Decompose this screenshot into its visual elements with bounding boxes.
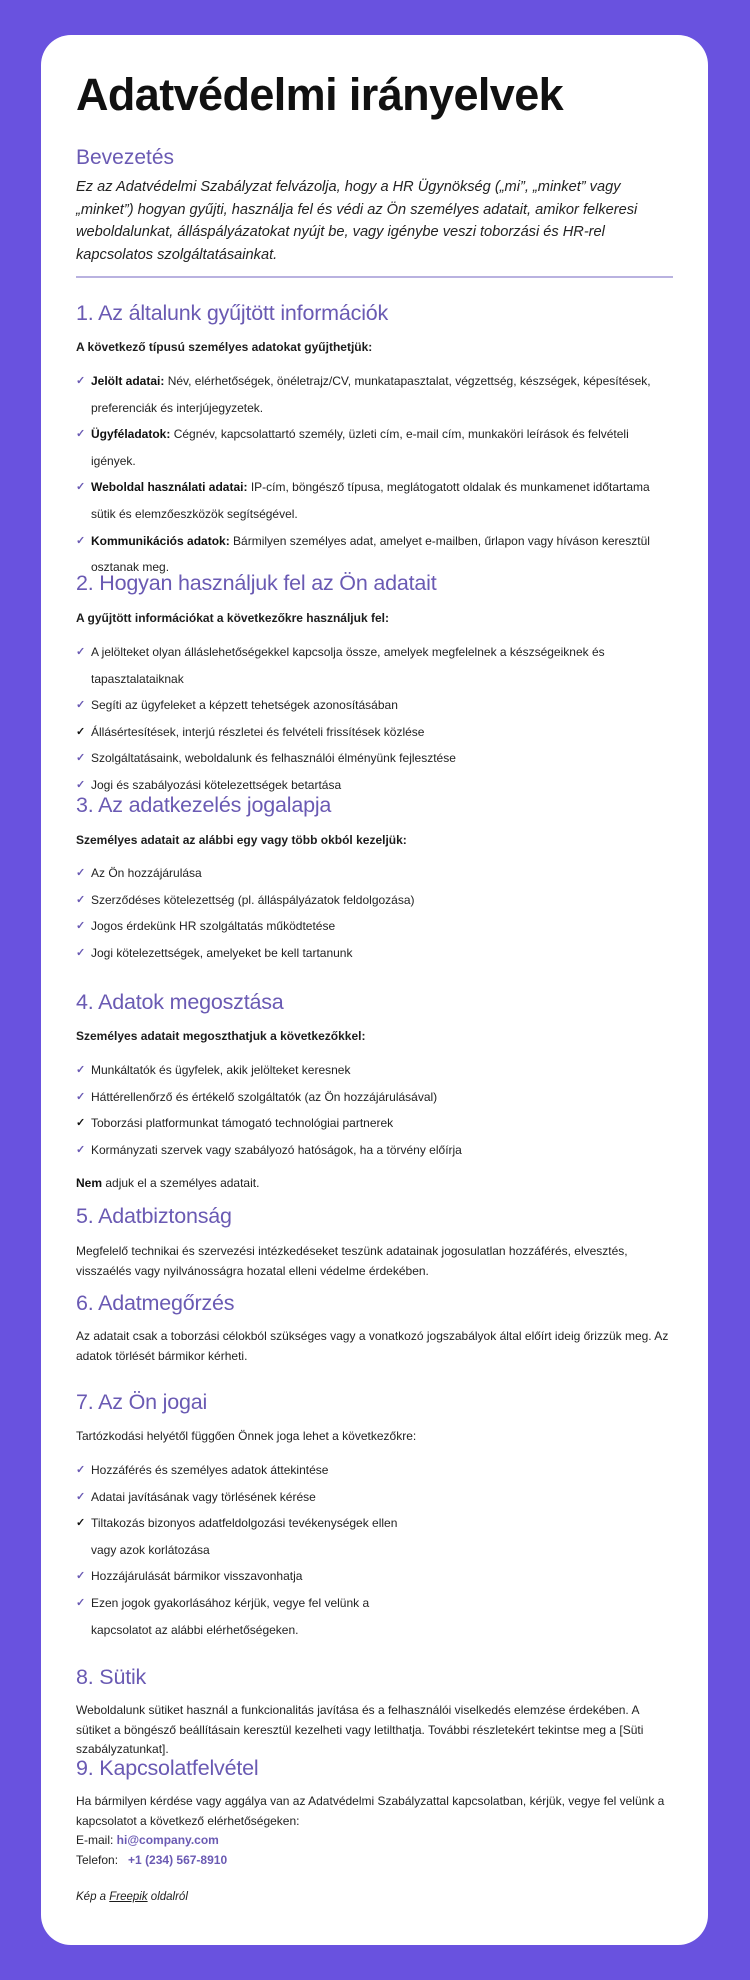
list-item (76, 421, 666, 474)
check-icon: ✓ (76, 725, 86, 738)
contact-block (76, 1792, 673, 1870)
check-icon: ✓ (76, 1596, 86, 1609)
list-item (76, 1563, 426, 1590)
note-bold: Nem (76, 1176, 103, 1190)
check-icon: ✓ (76, 752, 86, 765)
section-7-list (76, 1457, 426, 1643)
section-3-lead: Személyes adatait az alábbi egy vagy több okból kezeljük: (76, 833, 407, 847)
check-icon: ✓ (76, 699, 86, 712)
list-item (76, 1590, 426, 1643)
list-item (76, 1137, 673, 1164)
section-3-list (76, 860, 673, 966)
item-text: Jogi kötelezettségek, amelyeket be kell tartanunk (91, 945, 353, 960)
email-link[interactable]: hi@company.com (116, 1833, 219, 1847)
divider (76, 276, 673, 278)
check-icon: ✓ (76, 428, 86, 441)
list-item (76, 368, 666, 421)
check-icon: ✓ (76, 1490, 86, 1503)
item-label: Weboldal használati adatai: (91, 480, 248, 495)
section-2-lead: A gyűjtött információkat a következőkre használjuk fel: (76, 611, 389, 625)
contact-text: Ha bármilyen kérdése vagy aggálya van az Adatvédelmi Szabályzattal kapcsolatban, kérjük, vegye fel velünk a kapcsolatot a következő elérhetőségeken: (76, 1794, 665, 1828)
section-8-heading: 8. Sütik (76, 1665, 147, 1689)
check-icon: ✓ (76, 646, 86, 658)
list-item (76, 639, 686, 692)
item-text: Név, elérhetőségek, önéletrajz/CV, munkatapasztalat, végzettség, készségek, képesítések, preferenciák és interjújegyzetek. (91, 374, 651, 415)
section-8-text: Weboldalunk sütiket használ a funkcionalitás javítása és a felhasználói viselkedés elemzése érdekében. A sütiket a böngésző beállításain keresztül kezelheti vagy letilthatja. További részletekért tekintse meg a [Süti szabályzatunkat]. (76, 1703, 644, 1756)
section-7-lead: Tartózkodási helyétől függően Önnek joga lehet a következőkre: (76, 1429, 417, 1443)
item-text: Jogi és szabályozási kötelezettségek betartása (91, 777, 342, 792)
item-text: A jelölteket olyan álláslehetőségekkel kapcsolja össze, amelyek megfelelnek a készségeiknek és tapasztalataiknak (91, 645, 605, 686)
section-5-text: Megfelelő technikai és szervezési intézkedéseket teszünk adatainak jogosulatlan hozzáférés, elvesztés, visszaélés vagy nyilvánosságra hozatal elleni védelme érdekében. (76, 1244, 628, 1278)
email-label: E-mail: (76, 1833, 117, 1847)
section-5-heading: 5. Adatbiztonság (76, 1204, 232, 1228)
section-2-list (76, 639, 686, 799)
check-icon: ✓ (76, 867, 86, 879)
list-item (76, 940, 673, 967)
intro-heading: Bevezetés (76, 146, 175, 169)
item-text: IP-cím, böngésző típusa, meglátogatott oldalak és munkamenet időtartama sütik és elemzőeszközök segítségével. (91, 480, 650, 521)
check-icon: ✓ (76, 1570, 86, 1583)
item-text: Jogos érdekünk HR szolgáltatás működtetése (91, 919, 336, 934)
item-text: Munkáltatók és ügyfelek, akik jelölteket keresnek (91, 1063, 351, 1077)
item-text: Hozzájárulását bármikor visszavonhatja (91, 1569, 303, 1584)
item-text: Hozzáférés és személyes adatok áttekintése (91, 1463, 329, 1477)
section-1-lead: A következő típusú személyes adatokat gyűjthetjük: (76, 340, 373, 354)
check-icon: ✓ (76, 375, 86, 387)
item-text: Kormányzati szervek vagy szabályozó hatóságok, ha a törvény előírja (91, 1142, 462, 1157)
check-icon: ✓ (76, 893, 86, 906)
page-title: Adatvédelmi irányelvek (76, 69, 564, 120)
item-text: Adatai javításának vagy törlésének kérése (91, 1489, 316, 1504)
item-text: Tiltakozás bizonyos adatfeldolgozási tevékenységek ellen vagy azok korlátozása (91, 1516, 398, 1557)
check-icon: ✓ (76, 946, 86, 959)
check-icon: ✓ (76, 1464, 86, 1476)
list-item (76, 860, 673, 887)
list-item (76, 1484, 426, 1511)
credit-suffix: oldalról (147, 1891, 188, 1903)
item-label: Jelölt adatai: (91, 374, 165, 388)
item-text: Cégnév, kapcsolattartó személy, üzleti cím, e-mail cím, munkaköri leírások és felvételi igények. (91, 427, 629, 468)
check-icon: ✓ (76, 1517, 86, 1530)
list-item (76, 1110, 673, 1137)
section-4-heading: 4. Adatok megosztása (76, 990, 284, 1014)
check-icon: ✓ (76, 1117, 86, 1130)
item-text: Bármilyen személyes adat, amelyet e-mailben, űrlapon vagy híváson keresztül osztanak meg. (91, 533, 650, 575)
no-sale-note (76, 1174, 673, 1194)
list-item (76, 719, 686, 746)
item-label: Ügyféladatok: (91, 427, 171, 442)
phone-row (76, 1851, 673, 1871)
freepik-link[interactable]: Freepik (109, 1891, 148, 1903)
item-text: Szerződéses kötelezettség (pl. álláspályázatok feldolgozása) (91, 892, 415, 907)
item-text: Toborzási platformunkat támogató technológiai partnerek (91, 1116, 394, 1131)
note-text: adjuk el a személyes adatait. (102, 1176, 260, 1190)
section-1-list (76, 368, 666, 581)
section-9-heading: 9. Kapcsolatfelvétel (76, 1756, 259, 1780)
check-icon: ✓ (76, 1064, 86, 1076)
section-4-list (76, 1057, 673, 1163)
check-icon: ✓ (76, 534, 86, 547)
item-text: Állásértesítések, interjú részletei és felvételi frissítések közlése (91, 724, 425, 739)
section-2-heading: 2. Hogyan használjuk fel az Ön adatait (76, 571, 437, 595)
item-text: Az Ön hozzájárulása (91, 866, 202, 880)
section-6-heading: 6. Adatmegőrzés (76, 1291, 235, 1315)
item-text: Segíti az ügyfeleket a képzett tehetségek azonosításában (91, 698, 398, 713)
list-item (76, 1510, 426, 1563)
list-item (76, 913, 673, 940)
section-4-lead: Személyes adatait megoszthatjuk a következőkkel: (76, 1029, 366, 1043)
list-item (76, 1457, 426, 1484)
check-icon: ✓ (76, 481, 86, 494)
check-icon: ✓ (76, 1090, 86, 1103)
list-item (76, 692, 686, 719)
item-text: Háttérellenőrző és értékelő szolgáltatók (az Ön hozzájárulásával) (91, 1089, 438, 1104)
phone-label: Telefon: (76, 1852, 122, 1867)
image-credit (76, 1891, 673, 1903)
section-6-text: Az adatait csak a toborzási célokból szükséges vagy a vonatkozó jogszabályok által előírt ideig őrizzük meg. Az adatok törlését bármikor kérheti. (76, 1329, 669, 1363)
list-item (76, 1084, 673, 1111)
list-item (76, 474, 666, 527)
email-row (76, 1831, 673, 1851)
check-icon: ✓ (76, 920, 86, 933)
section-1-heading: 1. Az általunk gyűjtött információk (76, 301, 389, 325)
item-text: Szolgáltatásaink, weboldalunk és felhasználói élményünk fejlesztése (91, 751, 456, 766)
item-text: Ezen jogok gyakorlásához kérjük, vegye fel velünk a kapcsolatot az alábbi elérhetőségeken. (91, 1595, 370, 1637)
check-icon: ✓ (76, 778, 86, 791)
list-item (76, 1057, 673, 1084)
check-icon: ✓ (76, 1143, 86, 1156)
section-7-heading: 7. Az Ön jogai (76, 1390, 208, 1414)
list-item (76, 745, 686, 772)
list-item (76, 887, 673, 914)
section-3-heading: 3. Az adatkezelés jogalapja (76, 793, 332, 817)
credit-prefix: Kép a (76, 1891, 110, 1903)
phone-link[interactable]: +1 (234) 567-8910 (128, 1852, 228, 1867)
intro-text: Ez az Adatvédelmi Szabályzat felvázolja, hogy a HR Ügynökség („mi”, „minket” vagy „minket”) hogyan gyűjti, használja fel és védi az Ön személyes adatait, amikor felkeresi weboldalunkat, álláspályázatokat nyújt be, vagy igénybe veszi toborzási és HR-rel kapcsolatos szolgáltatásainkat. (76, 179, 638, 264)
item-label: Kommunikációs adatok: (91, 533, 230, 548)
